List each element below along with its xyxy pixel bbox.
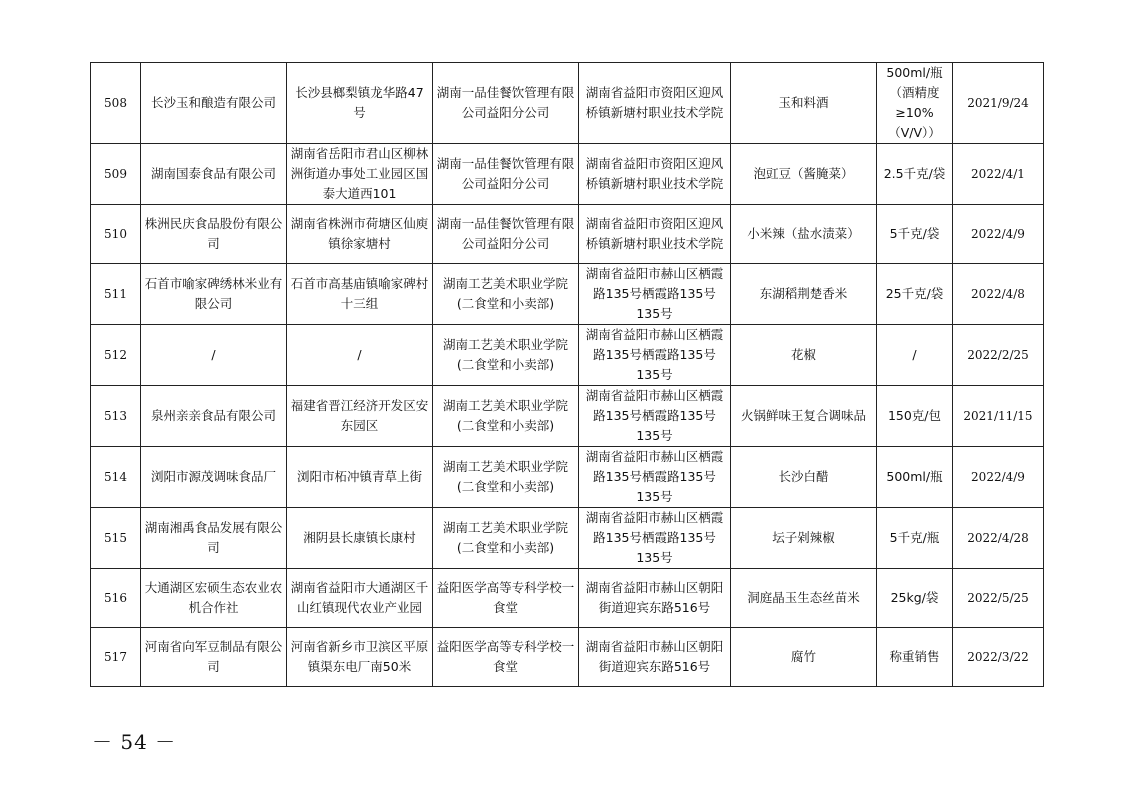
table-row xyxy=(91,628,1044,687)
row-number: 517 xyxy=(91,628,141,687)
production-date: 2022/3/22 xyxy=(953,628,1044,687)
producer-name: / xyxy=(141,325,287,386)
producer-address: / xyxy=(287,325,433,386)
producer-name: 浏阳市源茂调味食品厂 xyxy=(141,447,287,508)
sampled-unit-address: 湖南省益阳市赫山区朝阳街道迎宾东路516号 xyxy=(579,569,731,628)
producer-name: 湖南国泰食品有限公司 xyxy=(141,144,287,205)
product-spec: 2.5千克/袋 xyxy=(877,144,953,205)
table-row xyxy=(91,508,1044,569)
product-name: 火锅鲜味王复合调味品 xyxy=(731,386,877,447)
sampled-unit-address: 湖南省益阳市赫山区栖霞路135号栖霞路135号135号 xyxy=(579,325,731,386)
sampled-unit-address: 湖南省益阳市赫山区栖霞路135号栖霞路135号135号 xyxy=(579,386,731,447)
table-row xyxy=(91,205,1044,264)
row-number: 508 xyxy=(91,63,141,144)
product-name: 长沙白醋 xyxy=(731,447,877,508)
sampling-results-table xyxy=(90,62,1044,687)
producer-address: 湘阴县长康镇长康村 xyxy=(287,508,433,569)
production-date: 2021/9/24 xyxy=(953,63,1044,144)
sampled-unit-address: 湖南省益阳市资阳区迎风桥镇新塘村职业技术学院 xyxy=(579,144,731,205)
product-name: 玉和料酒 xyxy=(731,63,877,144)
product-name: 腐竹 xyxy=(731,628,877,687)
row-number: 510 xyxy=(91,205,141,264)
product-spec: 500ml/瓶 xyxy=(877,447,953,508)
sampled-unit-name: 益阳医学高等专科学校一食堂 xyxy=(433,628,579,687)
producer-name: 泉州亲亲食品有限公司 xyxy=(141,386,287,447)
row-number: 514 xyxy=(91,447,141,508)
sampled-unit-name: 湖南工艺美术职业学院(二食堂和小卖部) xyxy=(433,264,579,325)
product-spec: 5千克/袋 xyxy=(877,205,953,264)
row-number: 509 xyxy=(91,144,141,205)
product-name: 小米辣（盐水渍菜） xyxy=(731,205,877,264)
row-number: 512 xyxy=(91,325,141,386)
product-name: 洞庭晶玉生态丝苗米 xyxy=(731,569,877,628)
producer-address: 石首市高基庙镇喻家碑村十三组 xyxy=(287,264,433,325)
product-spec: 25千克/袋 xyxy=(877,264,953,325)
sampled-unit-name: 湖南工艺美术职业学院(二食堂和小卖部) xyxy=(433,447,579,508)
sampled-unit-name: 湖南工艺美术职业学院(二食堂和小卖部) xyxy=(433,325,579,386)
row-number: 513 xyxy=(91,386,141,447)
producer-name: 石首市喻家碑绣林米业有限公司 xyxy=(141,264,287,325)
sampled-unit-address: 湖南省益阳市资阳区迎风桥镇新塘村职业技术学院 xyxy=(579,205,731,264)
sampled-unit-address: 湖南省益阳市赫山区栖霞路135号栖霞路135号135号 xyxy=(579,447,731,508)
sampled-unit-address: 湖南省益阳市赫山区朝阳街道迎宾东路516号 xyxy=(579,628,731,687)
table-row xyxy=(91,569,1044,628)
table-row xyxy=(91,447,1044,508)
producer-name: 长沙玉和酿造有限公司 xyxy=(141,63,287,144)
sampled-unit-name: 湖南工艺美术职业学院(二食堂和小卖部) xyxy=(433,386,579,447)
production-date: 2022/5/25 xyxy=(953,569,1044,628)
production-date: 2022/2/25 xyxy=(953,325,1044,386)
page-number: － 54 － xyxy=(92,730,177,754)
sampled-unit-name: 湖南一品佳餐饮管理有限公司益阳分公司 xyxy=(433,144,579,205)
producer-address: 湖南省株洲市荷塘区仙庾镇徐家塘村 xyxy=(287,205,433,264)
sampled-unit-address: 湖南省益阳市赫山区栖霞路135号栖霞路135号135号 xyxy=(579,264,731,325)
producer-name: 大通湖区宏硕生态农业农机合作社 xyxy=(141,569,287,628)
product-spec: 25kg/袋 xyxy=(877,569,953,628)
sampled-unit-address: 湖南省益阳市资阳区迎风桥镇新塘村职业技术学院 xyxy=(579,63,731,144)
product-spec: 150克/包 xyxy=(877,386,953,447)
table-row xyxy=(91,264,1044,325)
producer-address: 湖南省益阳市大通湖区千山红镇现代农业产业园 xyxy=(287,569,433,628)
producer-address: 福建省晋江经济开发区安东园区 xyxy=(287,386,433,447)
sampled-unit-name: 湖南一品佳餐饮管理有限公司益阳分公司 xyxy=(433,63,579,144)
product-name: 东湖稻荆楚香米 xyxy=(731,264,877,325)
product-spec: / xyxy=(877,325,953,386)
sampled-unit-name: 湖南一品佳餐饮管理有限公司益阳分公司 xyxy=(433,205,579,264)
product-name: 泡豇豆（酱腌菜） xyxy=(731,144,877,205)
sampled-unit-name: 湖南工艺美术职业学院(二食堂和小卖部) xyxy=(433,508,579,569)
production-date: 2022/4/8 xyxy=(953,264,1044,325)
product-spec: 500ml/瓶（酒精度≥10%（V/V）） xyxy=(877,63,953,144)
producer-address: 长沙县榔梨镇龙华路47号 xyxy=(287,63,433,144)
product-spec: 5千克/瓶 xyxy=(877,508,953,569)
production-date: 2022/4/9 xyxy=(953,205,1044,264)
table-row xyxy=(91,325,1044,386)
producer-address: 浏阳市柘冲镇青草上街 xyxy=(287,447,433,508)
sampled-unit-name: 益阳医学高等专科学校一食堂 xyxy=(433,569,579,628)
production-date: 2021/11/15 xyxy=(953,386,1044,447)
producer-address: 湖南省岳阳市君山区柳林洲街道办事处工业园区国泰大道西101 xyxy=(287,144,433,205)
producer-name: 株洲民庆食品股份有限公司 xyxy=(141,205,287,264)
product-name: 花椒 xyxy=(731,325,877,386)
sampled-unit-address: 湖南省益阳市赫山区栖霞路135号栖霞路135号135号 xyxy=(579,508,731,569)
producer-name: 湖南湘禹食品发展有限公司 xyxy=(141,508,287,569)
row-number: 515 xyxy=(91,508,141,569)
row-number: 511 xyxy=(91,264,141,325)
row-number: 516 xyxy=(91,569,141,628)
production-date: 2022/4/28 xyxy=(953,508,1044,569)
producer-address: 河南省新乡市卫滨区平原镇渠东电厂南50米 xyxy=(287,628,433,687)
production-date: 2022/4/1 xyxy=(953,144,1044,205)
product-name: 坛子剁辣椒 xyxy=(731,508,877,569)
table-row xyxy=(91,386,1044,447)
production-date: 2022/4/9 xyxy=(953,447,1044,508)
producer-name: 河南省向军豆制品有限公司 xyxy=(141,628,287,687)
product-spec: 称重销售 xyxy=(877,628,953,687)
table-row xyxy=(91,63,1044,144)
table-row xyxy=(91,144,1044,205)
